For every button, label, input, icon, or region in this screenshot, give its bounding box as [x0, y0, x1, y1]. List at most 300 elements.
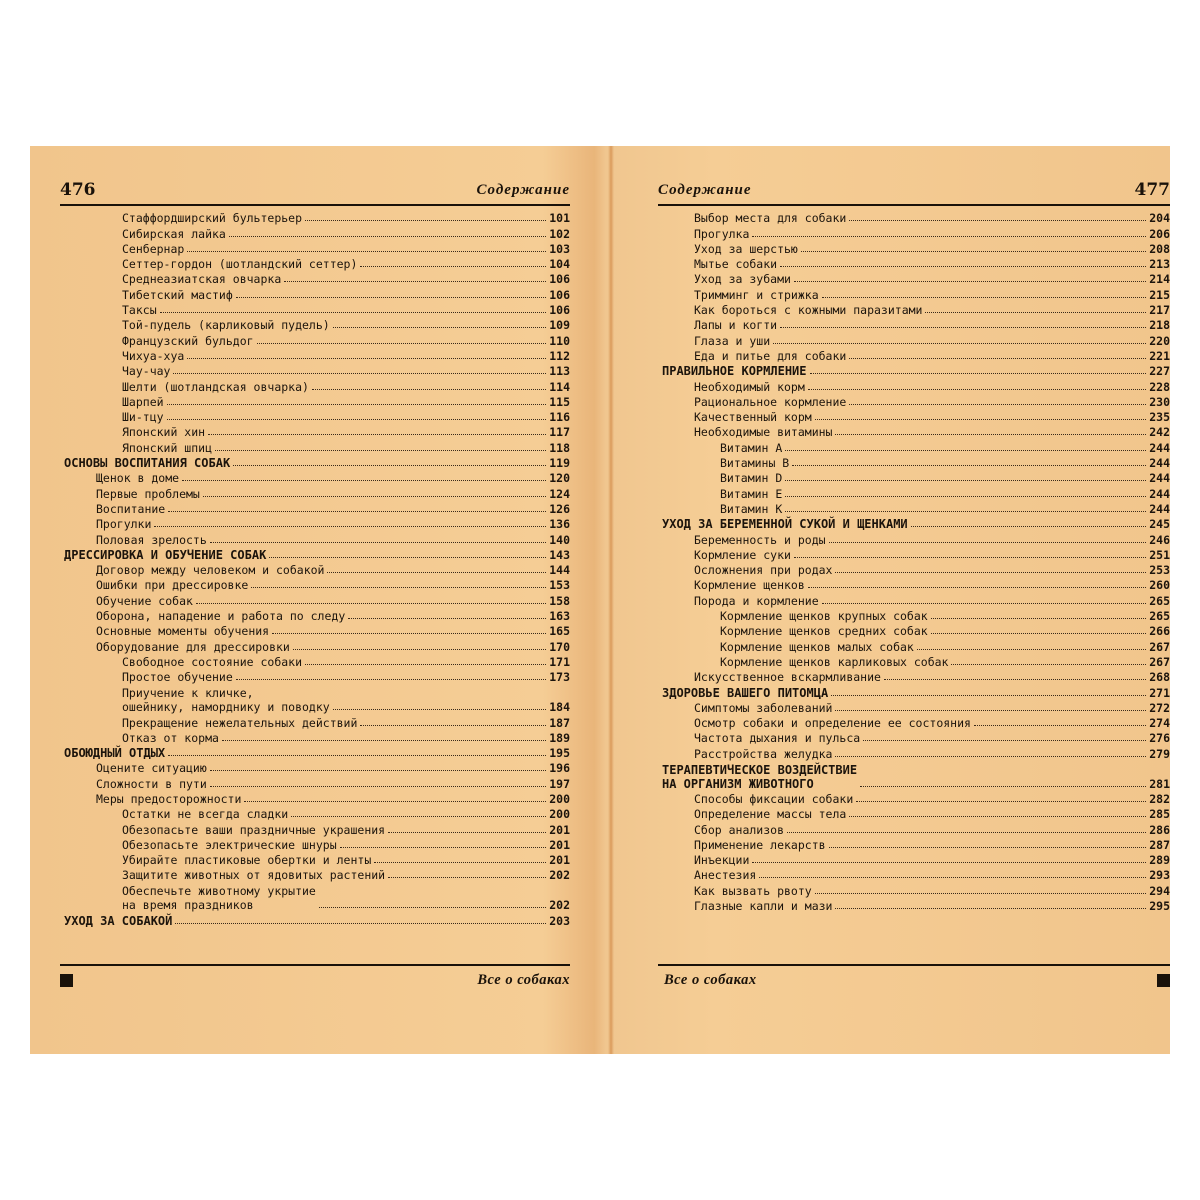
toc-entry-title: Осмотр собаки и определение ее состояния — [694, 716, 971, 731]
page-header — [658, 180, 1170, 206]
toc-entry — [658, 715, 1170, 730]
toc-entry-page: 265 — [1149, 609, 1170, 624]
toc-entry-page: 227 — [1149, 364, 1170, 379]
dot-leader — [327, 569, 546, 573]
toc-entry-title: Лапы и когти — [694, 318, 778, 333]
toc-entry — [60, 837, 570, 852]
dot-leader — [785, 447, 1146, 451]
dot-leader — [773, 340, 1146, 344]
toc-entry-page: 228 — [1149, 379, 1170, 394]
toc-entry-title: Симптомы заболеваний — [694, 700, 833, 715]
toc-entry — [658, 424, 1170, 439]
dot-leader — [272, 630, 546, 634]
toc-entry-title: Убирайте пластиковые обертки и ленты — [122, 853, 372, 868]
toc-entry-page: 214 — [1149, 272, 1170, 287]
toc-entry — [60, 684, 570, 714]
toc-entry-title: Тибетский мастиф — [122, 287, 233, 302]
toc-entry-page: 118 — [549, 440, 570, 455]
toc-entry — [60, 439, 570, 454]
dot-leader — [210, 767, 546, 771]
toc-entry-page: 218 — [1149, 318, 1170, 333]
toc-entry — [60, 654, 570, 669]
dot-leader — [792, 462, 1146, 466]
toc-entry — [658, 501, 1170, 516]
dot-leader — [752, 233, 1146, 237]
dot-leader — [835, 753, 1146, 757]
toc-entry — [658, 654, 1170, 669]
toc-entry-title: Прекращение нежелательных действий — [122, 715, 358, 730]
toc-entry-title: Договор между человеком и собакой — [96, 563, 325, 578]
toc-entry-title: Отказ от корма — [122, 730, 219, 745]
dot-leader — [269, 554, 546, 558]
toc-entry-title: ОСНОВЫ ВОСПИТАНИЯ СОБАК — [64, 456, 231, 471]
running-title: Содержание — [476, 182, 570, 198]
toc-chapter-entry — [658, 516, 1170, 531]
toc-entry-page: 204 — [1149, 211, 1170, 226]
toc-entry — [60, 714, 570, 729]
header-rule — [658, 204, 1170, 206]
toc-entry-page: 221 — [1149, 348, 1170, 363]
dot-leader — [931, 630, 1147, 634]
toc-entry — [60, 608, 570, 623]
toc-entry — [60, 516, 570, 531]
dot-leader — [849, 813, 1146, 817]
toc-entry-page: 189 — [549, 730, 570, 745]
toc-chapter-entry — [60, 455, 570, 470]
dot-leader — [233, 462, 546, 466]
toc-entry-title: Искусственное вскармливание — [694, 670, 881, 685]
dot-leader — [849, 401, 1146, 405]
toc-entry-title: Способы фиксации собаки — [694, 791, 854, 806]
toc-entry-page: 244 — [1149, 456, 1170, 471]
toc-entry-page: 120 — [549, 471, 570, 486]
toc-entry-title: Простое обучение — [122, 670, 233, 685]
toc-entry — [658, 547, 1170, 562]
dot-leader — [284, 278, 546, 282]
toc-entry-page: 260 — [1149, 578, 1170, 593]
toc-entry-title: Кормление щенков карликовых собак — [720, 654, 949, 669]
dot-leader — [348, 615, 546, 619]
toc-entry-page: 203 — [549, 913, 570, 928]
toc-entry-page: 266 — [1149, 624, 1170, 639]
toc-entry — [658, 348, 1170, 363]
dot-leader — [293, 646, 546, 650]
toc-entry-page: 271 — [1149, 685, 1170, 700]
dot-leader — [780, 263, 1146, 267]
toc-entry-title: Остатки не всегда сладки — [122, 807, 289, 822]
dot-leader — [187, 248, 546, 252]
running-title: Содержание — [658, 182, 752, 198]
toc-entry — [60, 821, 570, 836]
dot-leader — [154, 523, 546, 527]
footer-square-marker — [1157, 974, 1170, 987]
dot-leader — [829, 539, 1147, 543]
footer-square-marker — [60, 974, 73, 987]
toc-entry-page: 112 — [549, 348, 570, 363]
dot-leader — [257, 340, 547, 344]
dot-leader — [863, 737, 1146, 741]
toc-entry — [60, 470, 570, 485]
toc-entry — [60, 623, 570, 638]
toc-entry-title: Рациональное кормление — [694, 394, 847, 409]
toc-entry — [60, 791, 570, 806]
toc-entry — [60, 363, 570, 378]
toc-entry-page: 200 — [549, 807, 570, 822]
toc-entry-page: 274 — [1149, 716, 1170, 731]
toc-entry-title: Первые проблемы — [96, 486, 200, 501]
toc-entry-title: Мытье собаки — [694, 257, 778, 272]
toc-entry-page: 245 — [1149, 517, 1170, 532]
toc-entry-page: 114 — [549, 379, 570, 394]
toc-entry — [60, 485, 570, 500]
toc-entry — [60, 348, 570, 363]
toc-entry-page: 187 — [549, 715, 570, 730]
dot-leader — [388, 874, 546, 878]
toc-entry-page: 102 — [549, 226, 570, 241]
dot-leader — [835, 905, 1146, 909]
toc-entry-page: 267 — [1149, 654, 1170, 669]
toc-entry-title: Сбор анализов — [694, 822, 785, 837]
dot-leader — [210, 539, 546, 543]
toc-chapter-entry — [658, 363, 1170, 378]
dot-leader — [333, 706, 547, 710]
dot-leader — [340, 844, 547, 848]
dot-leader — [808, 584, 1146, 588]
dot-leader — [931, 615, 1147, 619]
toc-entry-title: Японский хин — [122, 425, 206, 440]
toc-entry — [658, 577, 1170, 592]
book-spread — [30, 146, 1170, 1054]
dot-leader — [974, 722, 1146, 726]
toc-entry — [658, 470, 1170, 485]
toc-entry — [60, 531, 570, 546]
toc-entry — [60, 775, 570, 790]
toc-entry-page: 294 — [1149, 883, 1170, 898]
dot-leader — [835, 431, 1146, 435]
dot-leader — [794, 278, 1146, 282]
toc-entry-title: Защитите животных от ядовитых растений — [122, 868, 386, 883]
toc-entry-page: 136 — [549, 517, 570, 532]
dot-leader — [801, 248, 1146, 252]
toc-entry-title: УХОД ЗА БЕРЕМЕННОЙ СУКОЙ И ЩЕНКАМИ — [662, 517, 908, 532]
toc-entry-page: 109 — [549, 318, 570, 333]
toc-entry — [658, 700, 1170, 715]
toc-entry-page: 124 — [549, 486, 570, 501]
toc-entry-title: Обезопасьте электрические шнуры — [122, 837, 337, 852]
toc-entry-title: Витамин А — [720, 440, 783, 455]
toc-entry-title: ОБОЮДНЫЙ ОТДЫХ — [64, 746, 166, 761]
toc-entry-title: Прогулка — [694, 226, 750, 241]
toc-entry-page: 171 — [549, 654, 570, 669]
toc-list — [658, 210, 1170, 913]
dot-leader — [787, 829, 1146, 833]
dot-leader — [815, 890, 1147, 894]
toc-entry-title: Японский шпиц — [122, 440, 213, 455]
toc-entry-title: Витамин К — [720, 501, 783, 516]
toc-entry-page: 279 — [1149, 746, 1170, 761]
toc-entry — [60, 882, 570, 912]
toc-entry-page: 208 — [1149, 241, 1170, 256]
toc-entry-title: Уход за зубами — [694, 272, 791, 287]
dot-leader — [822, 600, 1147, 604]
toc-entry — [658, 439, 1170, 454]
toc-entry-page: 286 — [1149, 822, 1170, 837]
toc-entry — [658, 837, 1170, 852]
dot-leader — [236, 294, 546, 298]
toc-entry-title: Щенок в доме — [96, 471, 180, 486]
toc-entry-title: Той-пудель (карликовый пудель) — [122, 318, 330, 333]
toc-entry-page: 265 — [1149, 593, 1170, 608]
toc-entry-title: Витамин D — [720, 471, 783, 486]
toc-entry-page: 272 — [1149, 700, 1170, 715]
toc-entry-page: 115 — [549, 394, 570, 409]
toc-entry — [658, 821, 1170, 836]
toc-entry-title: Половая зрелость — [96, 532, 207, 547]
toc-entry-title: Свободное состояние собаки — [122, 654, 303, 669]
toc-entry-title: Обучение собак — [96, 593, 193, 608]
toc-entry-page: 101 — [549, 211, 570, 226]
toc-entry-page: 293 — [1149, 868, 1170, 883]
toc-entry-page: 202 — [549, 898, 570, 913]
toc-entry — [60, 302, 570, 317]
dot-leader — [305, 661, 546, 665]
toc-entry-title: ЗДОРОВЬЕ ВАШЕГО ПИТОМЦА — [662, 685, 829, 700]
dot-leader — [815, 416, 1147, 420]
toc-entry-page: 116 — [549, 410, 570, 425]
toc-entry-page: 253 — [1149, 563, 1170, 578]
dot-leader — [835, 707, 1146, 711]
toc-entry-page: 213 — [1149, 257, 1170, 272]
dot-leader — [203, 493, 546, 497]
footer-book-title: Все о собаках — [664, 972, 757, 988]
toc-chapter-entry — [60, 547, 570, 562]
toc-entry — [658, 638, 1170, 653]
toc-entry-title: Определение массы тела — [694, 807, 847, 822]
toc-entry — [60, 806, 570, 821]
toc-entry-title: Таксы — [122, 303, 157, 318]
toc-entry-title: ТЕРАПЕВТИЧЕСКОЕ ВОЗДЕЙСТВИЕ НА ОРГАНИЗМ ЖИВОТНОГО — [662, 762, 858, 791]
toc-entry-title: Тримминг и стрижка — [694, 287, 819, 302]
toc-entry-page: 295 — [1149, 899, 1170, 914]
toc-entry-page: 217 — [1149, 303, 1170, 318]
toc-entry-page: 289 — [1149, 853, 1170, 868]
toc-entry-title: Чау-чау — [122, 364, 171, 379]
toc-entry-page: 285 — [1149, 807, 1170, 822]
footer-book-title: Все о собаках — [477, 972, 570, 988]
toc-entry-title: Оцените ситуацию — [96, 761, 207, 776]
toc-entry — [658, 592, 1170, 607]
toc-entry-page: 106 — [549, 272, 570, 287]
toc-chapter-entry — [658, 684, 1170, 699]
toc-entry-title: Расстройства желудка — [694, 746, 833, 761]
toc-chapter-entry — [658, 761, 1170, 791]
toc-chapter-entry — [60, 912, 570, 927]
dot-leader — [835, 569, 1146, 573]
toc-entry-title: Выбор места для собаки — [694, 211, 847, 226]
toc-entry — [658, 898, 1170, 913]
toc-entry — [60, 577, 570, 592]
toc-entry-page: 158 — [549, 593, 570, 608]
dot-leader — [215, 447, 546, 451]
toc-entry — [60, 669, 570, 684]
dot-leader — [822, 294, 1147, 298]
toc-entry-page: 106 — [549, 303, 570, 318]
toc-entry-page: 246 — [1149, 532, 1170, 547]
dot-leader — [917, 646, 1146, 650]
toc-list — [60, 210, 570, 928]
toc-entry — [60, 592, 570, 607]
header-rule — [60, 204, 570, 206]
toc-entry-title: Прогулки — [96, 517, 152, 532]
dot-leader — [829, 844, 1147, 848]
dot-leader — [187, 355, 546, 359]
toc-entry — [658, 332, 1170, 347]
toc-entry — [658, 241, 1170, 256]
toc-entry-page: 244 — [1149, 486, 1170, 501]
toc-entry-page: 113 — [549, 364, 570, 379]
toc-entry-title: Применение лекарств — [694, 837, 826, 852]
dot-leader — [251, 584, 546, 588]
left-page — [60, 146, 570, 1054]
dot-leader — [810, 370, 1147, 374]
toc-entry-title: Чихуа-хуа — [122, 348, 185, 363]
toc-entry-title: Как бороться с кожными паразитами — [694, 303, 923, 318]
toc-entry — [658, 302, 1170, 317]
toc-entry-page: 143 — [549, 547, 570, 562]
toc-entry-page: 206 — [1149, 226, 1170, 241]
dot-leader — [319, 904, 546, 908]
toc-entry-title: Сеттер-гордон (шотландский сеттер) — [122, 257, 358, 272]
dot-leader — [785, 493, 1146, 497]
footer-rule — [658, 964, 1170, 966]
toc-entry-title: Витамин Е — [720, 486, 783, 501]
toc-entry — [60, 378, 570, 393]
toc-entry-page: 282 — [1149, 791, 1170, 806]
toc-entry — [60, 286, 570, 301]
toc-entry-page: 281 — [1149, 776, 1170, 791]
toc-entry-title: УХОД ЗА СОБАКОЙ — [64, 913, 173, 928]
toc-entry-page: 196 — [549, 761, 570, 776]
toc-entry-page: 184 — [549, 700, 570, 715]
toc-entry — [60, 210, 570, 225]
toc-entry — [658, 882, 1170, 897]
dot-leader — [849, 355, 1146, 359]
toc-entry-title: Шелти (шотландская овчарка) — [122, 379, 309, 394]
toc-entry-title: Французский бульдог — [122, 333, 254, 348]
toc-entry-title: Кормление щенков крупных собак — [720, 609, 928, 624]
dot-leader — [360, 722, 546, 726]
toc-entry — [658, 745, 1170, 760]
toc-entry-title: ПРАВИЛЬНОЕ КОРМЛЕНИЕ — [662, 364, 807, 379]
page-header — [60, 180, 570, 206]
toc-entry — [60, 332, 570, 347]
dot-leader — [175, 920, 546, 924]
toc-entry-title: Шарпей — [122, 394, 164, 409]
toc-entry-title: Сенбернар — [122, 241, 185, 256]
toc-entry-title: Приучение к кличке, ошейнику, наморднику и поводку — [122, 686, 330, 715]
toc-entry-title: Частота дыхания и пульса — [694, 731, 861, 746]
right-page — [658, 146, 1170, 1054]
toc-entry-title: Ошибки при дрессировке — [96, 578, 249, 593]
dot-leader — [312, 386, 546, 390]
dot-leader — [222, 737, 546, 741]
dot-leader — [291, 813, 546, 817]
toc-entry-page: 276 — [1149, 731, 1170, 746]
toc-entry-page: 244 — [1149, 440, 1170, 455]
toc-entry-title: Обезопасьте ваши праздничные украшения — [122, 822, 386, 837]
toc-entry — [658, 286, 1170, 301]
dot-leader — [780, 324, 1146, 328]
toc-entry — [60, 241, 570, 256]
toc-entry-page: 117 — [549, 425, 570, 440]
toc-entry-page: 119 — [549, 456, 570, 471]
dot-leader — [808, 386, 1146, 390]
toc-entry-page: 153 — [549, 578, 570, 593]
toc-entry — [60, 256, 570, 271]
toc-entry-page: 215 — [1149, 287, 1170, 302]
toc-entry — [658, 791, 1170, 806]
toc-entry — [658, 378, 1170, 393]
toc-entry-title: Уход за шерстью — [694, 241, 798, 256]
toc-chapter-entry — [60, 745, 570, 760]
toc-entry — [658, 210, 1170, 225]
dot-leader — [860, 783, 1146, 787]
dot-leader — [333, 324, 547, 328]
toc-entry-title: Стаффордширский бультерьер — [122, 211, 303, 226]
dot-leader — [759, 874, 1146, 878]
toc-entry — [658, 271, 1170, 286]
toc-entry-page: 106 — [549, 287, 570, 302]
toc-entry-title: Оборона, нападение и работа по следу — [96, 609, 346, 624]
dot-leader — [911, 523, 1147, 527]
dot-leader — [374, 859, 546, 863]
toc-entry — [60, 394, 570, 409]
toc-entry — [658, 394, 1170, 409]
dot-leader — [244, 798, 546, 802]
toc-entry-title: Качественный корм — [694, 410, 812, 425]
dot-leader — [236, 676, 546, 680]
toc-entry — [60, 730, 570, 745]
toc-entry-page: 144 — [549, 563, 570, 578]
dot-leader — [951, 661, 1146, 665]
toc-entry — [60, 225, 570, 240]
toc-entry-title: Кормление щенков — [694, 578, 805, 593]
toc-entry-page: 244 — [1149, 471, 1170, 486]
dot-leader — [831, 692, 1146, 696]
toc-entry-page: 173 — [549, 670, 570, 685]
dot-leader — [752, 859, 1146, 863]
toc-entry-page: 170 — [549, 639, 570, 654]
toc-entry-title: Беременность и роды — [694, 532, 826, 547]
toc-entry-title: ДРЕССИРОВКА И ОБУЧЕНИЕ СОБАК — [64, 547, 267, 562]
toc-entry-page: 201 — [549, 822, 570, 837]
book-gutter — [608, 146, 614, 1054]
toc-entry — [60, 424, 570, 439]
toc-entry-title: Сибирская лайка — [122, 226, 226, 241]
dot-leader — [785, 477, 1146, 481]
toc-entry — [658, 256, 1170, 271]
toc-entry — [658, 852, 1170, 867]
toc-entry-title: Как вызвать рвоту — [694, 883, 812, 898]
toc-entry-page: 268 — [1149, 670, 1170, 685]
toc-entry-page: 197 — [549, 776, 570, 791]
toc-entry-page: 104 — [549, 257, 570, 272]
toc-entry-page: 235 — [1149, 410, 1170, 425]
toc-entry-title: Сложности в пути — [96, 776, 207, 791]
toc-entry-title: Инъекции — [694, 853, 750, 868]
toc-entry-page: 267 — [1149, 639, 1170, 654]
dot-leader — [785, 508, 1146, 512]
